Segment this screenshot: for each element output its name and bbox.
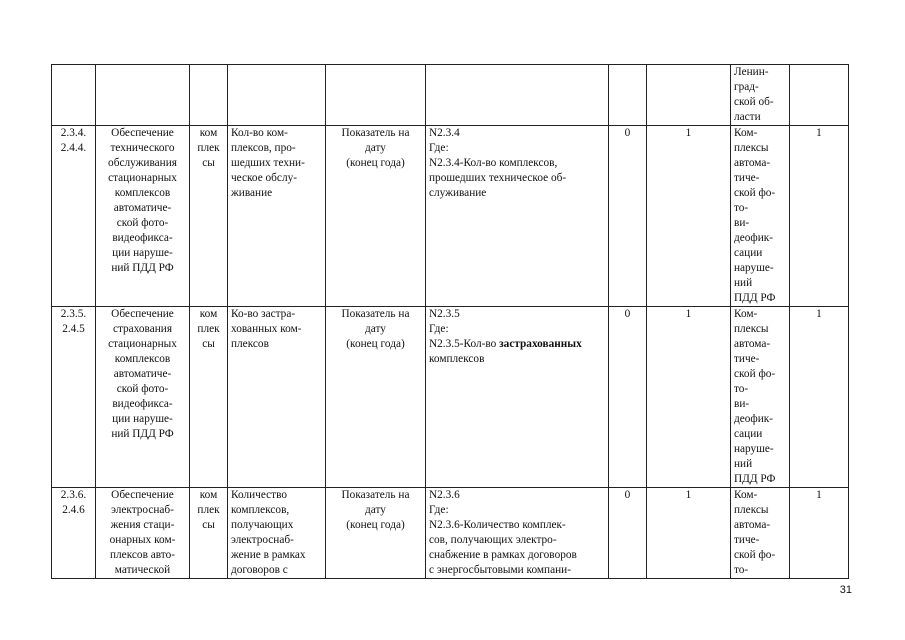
final-value: 1	[790, 488, 849, 579]
item-number: 2.3.4. 2.4.4.	[52, 126, 96, 307]
table-row	[52, 488, 849, 579]
item-name: Обеспечение электроснаб- жения стаци- онарных ком- плексов авто- матической	[96, 488, 190, 579]
final-value: 1	[790, 126, 849, 307]
table-cell	[609, 65, 647, 126]
source-cell: Ком- плексы автома- тиче- ской фо- то- ви- деофик- сации наруше- ний ПДД РФ	[731, 307, 790, 488]
target-value: 1	[647, 488, 731, 579]
final-value: 1	[790, 307, 849, 488]
unit-cell: ком плек сы	[190, 488, 228, 579]
table-cell	[426, 65, 609, 126]
item-number: 2.3.6. 2.4.6	[52, 488, 96, 579]
base-value: 0	[609, 488, 647, 579]
table-cell	[52, 65, 96, 126]
table-cell	[228, 65, 326, 126]
table-cell	[790, 65, 849, 126]
source-cell: Ком- плексы автома- тиче- ской фо- то-	[731, 488, 790, 579]
unit-cell: ком плек сы	[190, 126, 228, 307]
table-cell	[96, 65, 190, 126]
source-cell: Ком- плексы автома- тиче- ской фо- то- ви- деофик- сации наруше- ний ПДД РФ	[731, 126, 790, 307]
indicator-type: Показатель на дату (конец года)	[326, 307, 426, 488]
table-cell	[190, 65, 228, 126]
unit-cell: ком плек сы	[190, 307, 228, 488]
table-cell	[647, 65, 731, 126]
formula-cell: N2.3.4 Где: N2.3.4-Кол-во комплексов, прошедших техническое об- служивание	[426, 126, 609, 307]
table-row	[52, 126, 849, 307]
indicator-cell: Кол-во ком- плексов, про- шедших техни- ческое обслу- живание	[228, 126, 326, 307]
indicator-type: Показатель на дату (конец года)	[326, 488, 426, 579]
source-cell: Ленин- град- ской об- ласти	[731, 65, 790, 126]
formula-text: N2.3.5 Где: N2.3.5-Кол-во	[429, 308, 497, 350]
item-number: 2.3.5. 2.4.5	[52, 307, 96, 488]
indicator-cell: Количество комплексов, получающих электроснаб- жение в рамках договоров с	[228, 488, 326, 579]
indicator-type: Показатель на дату (конец года)	[326, 126, 426, 307]
item-name: Обеспечение страхования стационарных комплексов автоматиче- ской фото- видеофикса- ции наруше- ний ПДД РФ	[96, 307, 190, 488]
formula-bold-text: застрахованных	[499, 338, 582, 350]
indicator-table	[51, 64, 849, 579]
target-value: 1	[647, 307, 731, 488]
table-row	[52, 65, 849, 126]
page-number: 31	[839, 584, 852, 596]
target-value: 1	[647, 126, 731, 307]
base-value: 0	[609, 307, 647, 488]
table-row	[52, 307, 849, 488]
indicator-cell: Ко-во застра- хованных ком- плексов	[228, 307, 326, 488]
base-value: 0	[609, 126, 647, 307]
item-name: Обеспечение технического обслуживания стационарных комплексов автоматиче- ской фото- видеофикса- ции наруше- ний ПДД РФ	[96, 126, 190, 307]
table-cell	[326, 65, 426, 126]
formula-tail-text: комплексов	[429, 353, 485, 365]
formula-cell: N2.3.6 Где: N2.3.6-Количество комплек- сов, получающих электро- снабжение в рамках договоров с энергосбытовыми компани-	[426, 488, 609, 579]
formula-cell	[426, 307, 609, 488]
